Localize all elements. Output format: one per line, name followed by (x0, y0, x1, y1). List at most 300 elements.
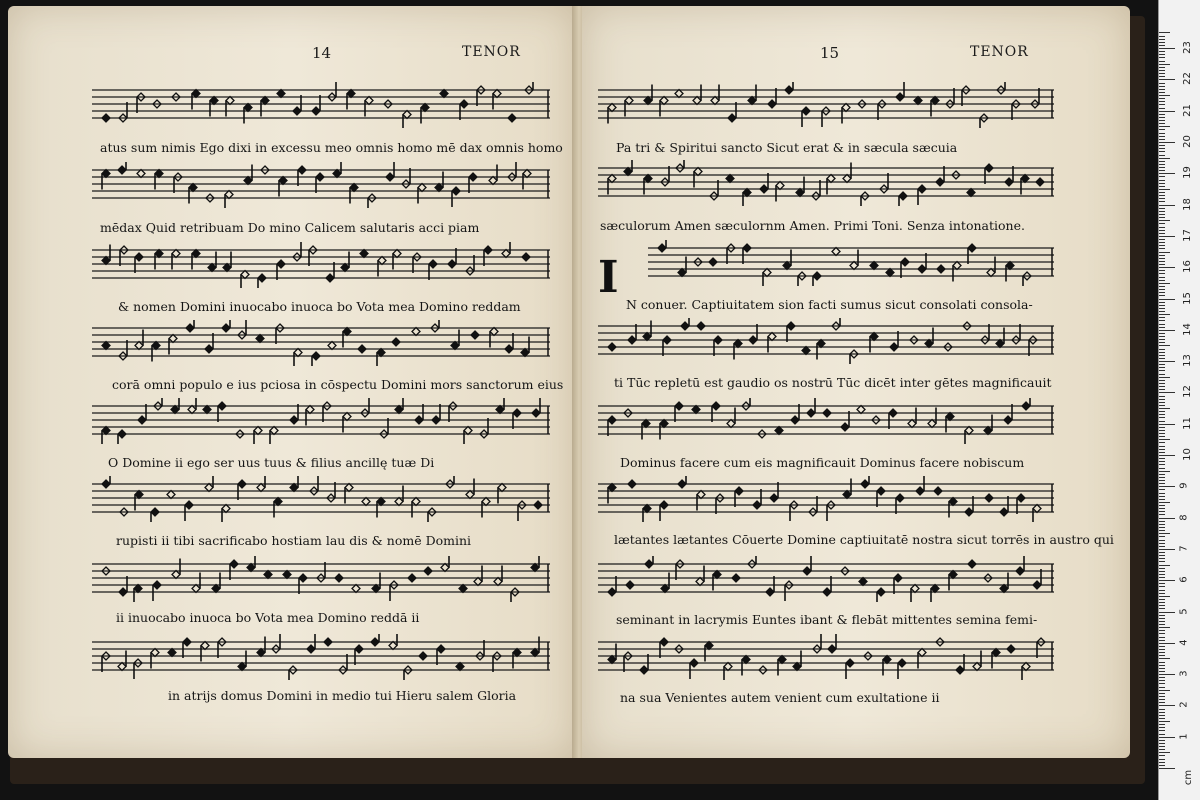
lyric-line: ii inuocabo inuoca bo Vota mea Domino reddā ii (116, 610, 420, 625)
note-head (152, 342, 160, 350)
ruler-tick (1159, 624, 1165, 625)
note-head (870, 333, 878, 341)
ruler-tick (1159, 608, 1165, 609)
ruler-tick (1159, 186, 1165, 187)
ruler-tick (1159, 317, 1165, 318)
note-head (523, 170, 531, 178)
ruler-tick (1159, 474, 1165, 475)
ruler-tick (1159, 261, 1165, 262)
note-head (861, 480, 869, 488)
ruler-tick (1159, 280, 1165, 281)
ruler-tick (1159, 580, 1175, 581)
ruler-tick (1159, 721, 1170, 722)
note-head (244, 177, 252, 185)
note-head (996, 340, 1004, 348)
ruler-tick (1159, 45, 1165, 46)
note-head (138, 416, 146, 424)
note-head (760, 185, 768, 193)
note-head (362, 498, 370, 506)
note-head (135, 342, 143, 350)
note-head (119, 588, 127, 596)
ruler-unit-label: cm (1183, 769, 1195, 786)
ruler-tick (1159, 289, 1165, 290)
music-staff (92, 242, 550, 288)
music-staff (598, 634, 1054, 680)
ruler-label: 16 (1181, 260, 1193, 274)
ruler-label: 2 (1178, 701, 1190, 709)
note-head (813, 272, 821, 280)
ruler-label: 17 (1181, 229, 1193, 242)
ruler-tick (1159, 92, 1165, 93)
ruler-tick (1159, 665, 1165, 666)
note-head (711, 97, 719, 105)
note-head (918, 265, 926, 273)
ruler-tick (1159, 51, 1165, 52)
ruler-tick (1159, 430, 1165, 431)
note-head (508, 114, 516, 122)
decorated-initial: I (598, 252, 619, 303)
ruler-tick (1159, 70, 1165, 71)
ruler-tick (1159, 392, 1175, 393)
note-head (294, 349, 302, 357)
note-head (188, 406, 196, 414)
lyric-line: ti Tūc repletū est gaudio os nostrū Tūc dicēt inter gētes magnificauit (614, 375, 1052, 390)
lyric-line: in atrijs domus Domini in medio tui Hieru salem Gloria (168, 688, 517, 703)
note-head (185, 501, 193, 509)
note-head (1016, 567, 1024, 575)
note-head (628, 336, 636, 344)
note-head (298, 166, 306, 174)
ruler-tick (1159, 574, 1165, 575)
ruler-tick (1159, 330, 1175, 331)
note-head (965, 508, 973, 516)
ruler-tick (1159, 680, 1165, 681)
ruler-tick (1159, 54, 1165, 55)
ruler-tick (1159, 123, 1165, 124)
ruler-label: 21 (1181, 103, 1193, 117)
note-head (1000, 508, 1008, 516)
note-head (306, 406, 314, 414)
ruler-label: 22 (1181, 72, 1193, 86)
note-head (324, 638, 332, 646)
note-head (389, 642, 397, 650)
note-head (395, 498, 403, 506)
note-head (254, 427, 262, 435)
ruler-tick (1159, 308, 1165, 309)
ruler-tick (1159, 286, 1165, 287)
note-head (768, 100, 776, 108)
ruler-tick (1159, 220, 1170, 221)
ruler-tick (1159, 324, 1165, 325)
ruler-tick (1159, 114, 1165, 115)
ruler-tick (1159, 552, 1165, 553)
ruler-tick (1159, 502, 1170, 503)
ruler-tick (1159, 101, 1165, 102)
note-head (802, 347, 810, 355)
note-head (936, 178, 944, 186)
ruler-tick (1159, 327, 1165, 328)
note-head (358, 345, 366, 353)
note-head (984, 427, 992, 435)
note-head (489, 177, 497, 185)
note-head (898, 659, 906, 667)
note-head (293, 107, 301, 115)
note-head (513, 409, 521, 417)
ruler-tick (1159, 671, 1165, 672)
ruler-tick (1159, 164, 1165, 165)
note-head (222, 324, 230, 332)
note-head (678, 269, 686, 277)
ruler-tick (1159, 295, 1165, 296)
ruler-tick (1159, 227, 1165, 228)
note-head (258, 274, 266, 282)
note-head (257, 649, 265, 657)
ruler-tick (1159, 514, 1165, 515)
note-head (934, 487, 942, 495)
ruler-tick (1159, 189, 1170, 190)
ruler-tick (1159, 477, 1165, 478)
note-head (692, 406, 700, 414)
note-head (916, 487, 924, 495)
note-head (341, 264, 349, 272)
note-head (1007, 645, 1015, 653)
ruler-tick (1159, 602, 1165, 603)
ruler-tick (1159, 145, 1165, 146)
note-head (870, 262, 878, 270)
note-head (776, 182, 784, 190)
ruler-tick (1159, 42, 1165, 43)
ruler-tick (1159, 352, 1165, 353)
ruler-tick (1159, 258, 1165, 259)
ruler-tick (1159, 690, 1170, 691)
note-head (608, 175, 616, 183)
note-head (643, 505, 651, 513)
ruler-tick (1159, 471, 1170, 472)
ruler-tick (1159, 499, 1165, 500)
note-head (724, 663, 732, 671)
ruler-tick (1159, 637, 1165, 638)
ruler-tick (1159, 583, 1165, 584)
ruler-tick (1159, 768, 1175, 769)
ruler-tick (1159, 201, 1165, 202)
ruler-tick (1159, 524, 1165, 525)
ruler-tick (1159, 505, 1165, 506)
ruler-tick (1159, 73, 1165, 74)
ruler-tick (1159, 646, 1165, 647)
note-head (1022, 663, 1030, 671)
note-head (172, 250, 180, 258)
ruler-tick (1159, 239, 1165, 240)
note-head (238, 480, 246, 488)
music-staff (598, 82, 1054, 128)
note-head (660, 501, 668, 509)
ruler-tick (1159, 458, 1165, 459)
ruler-tick (1159, 405, 1165, 406)
ruler-tick (1159, 605, 1165, 606)
note-head (418, 184, 426, 192)
ruler-tick (1159, 421, 1165, 422)
ruler-tick (1159, 712, 1165, 713)
note-head (985, 494, 993, 502)
ruler-tick (1159, 561, 1165, 562)
note-head (137, 170, 145, 178)
note-head (787, 322, 795, 330)
note-head (967, 189, 975, 197)
music-staff (598, 318, 1054, 364)
ruler-tick (1159, 161, 1165, 162)
note-head (694, 168, 702, 176)
note-head (968, 560, 976, 568)
note-head (918, 649, 926, 657)
ruler-tick (1159, 630, 1165, 631)
ruler-label: 13 (1181, 354, 1193, 367)
ruler-tick (1159, 230, 1165, 231)
note-head (378, 257, 386, 265)
ruler-label: 12 (1181, 385, 1193, 399)
ruler-label: 7 (1178, 545, 1190, 552)
note-head (459, 585, 467, 593)
note-head (857, 406, 865, 414)
ruler-tick (1159, 549, 1175, 550)
ruler-tick (1159, 452, 1165, 453)
ruler-tick (1159, 424, 1175, 425)
note-head (775, 427, 783, 435)
note-head (532, 409, 540, 417)
ruler-tick (1159, 386, 1165, 387)
ruler-tick (1159, 374, 1165, 375)
lyric-line: lætantes lætantes Cōuerte Domine captiuitatē nostra sicut torrēs in austro qui (614, 532, 1114, 547)
ruler-tick (1159, 461, 1165, 462)
ruler-tick (1159, 370, 1165, 371)
ruler-tick (1159, 233, 1165, 234)
note-head (277, 260, 285, 268)
note-head (290, 484, 298, 492)
note-head (985, 164, 993, 172)
ruler-tick (1159, 242, 1165, 243)
ruler-tick (1159, 439, 1170, 440)
ruler-tick (1159, 95, 1170, 96)
right-page-number: 15 (820, 44, 840, 62)
lyric-line: na sua Venientes autem venient cum exultatione ii (620, 690, 940, 705)
music-staff (92, 556, 550, 602)
ruler-tick (1159, 590, 1165, 591)
ruler-tick (1159, 64, 1170, 65)
note-head (432, 416, 440, 424)
note-head (135, 253, 143, 261)
ruler-tick (1159, 649, 1165, 650)
note-head (953, 262, 961, 270)
note-head (343, 413, 351, 421)
ruler-tick (1159, 302, 1165, 303)
ruler-tick (1159, 311, 1165, 312)
note-head (693, 97, 701, 105)
ruler-tick (1159, 336, 1165, 337)
ruler-tick (1159, 446, 1165, 447)
left-page-number: 14 (312, 44, 332, 62)
note-head (643, 333, 651, 341)
note-head (345, 484, 353, 492)
note-head (205, 345, 213, 353)
note-head (850, 262, 858, 270)
note-head (896, 494, 904, 502)
lyric-line: N conuer. Captiuitatem sion facti sumus sicut consolati consola- (626, 297, 1033, 312)
lyric-line: & nomen Domini inuocabo inuoca bo Vota mea Domino reddam (118, 299, 521, 314)
ruler-tick (1159, 155, 1165, 156)
note-head (118, 430, 126, 438)
note-head (225, 191, 233, 199)
note-head (645, 560, 653, 568)
note-head (134, 585, 142, 593)
ruler-label: 6 (1178, 576, 1190, 583)
note-head (992, 649, 1000, 657)
note-head (675, 402, 683, 410)
note-head (372, 585, 380, 593)
ruler-tick (1159, 677, 1165, 678)
note-head (608, 656, 616, 664)
lyric-line: corā omni populo e ius pciosa in cōspectu Domini mors sanctorum eius (112, 377, 564, 392)
measurement-ruler (1158, 0, 1200, 800)
note-head (766, 588, 774, 596)
note-head (1004, 416, 1012, 424)
note-head (827, 175, 835, 183)
note-head (1036, 178, 1044, 186)
note-head (335, 574, 343, 582)
note-head (415, 416, 423, 424)
ruler-tick (1159, 737, 1175, 738)
note-head (169, 335, 177, 343)
note-head (421, 104, 429, 112)
note-head (742, 656, 750, 664)
note-head (931, 585, 939, 593)
note-head (968, 244, 976, 252)
ruler-tick (1159, 655, 1165, 656)
ruler-tick (1159, 192, 1165, 193)
ruler-tick (1159, 358, 1165, 359)
music-staff (92, 634, 550, 680)
ruler-tick (1159, 48, 1175, 49)
note-head (429, 260, 437, 268)
lyric-line: Pa tri & Spiritui sancto Sicut erat & in sæcula sæcuia (616, 140, 958, 155)
ruler-tick (1159, 536, 1165, 537)
ruler-label: 5 (1178, 607, 1190, 615)
note-head (534, 501, 542, 509)
note-head (355, 645, 363, 653)
ruler-tick (1159, 267, 1175, 268)
ruler-tick (1159, 752, 1170, 753)
ruler-tick (1159, 683, 1165, 684)
ruler-tick (1159, 67, 1165, 68)
note-head (705, 642, 713, 650)
ruler-tick (1159, 217, 1165, 218)
ruler-tick (1159, 389, 1165, 390)
note-head (624, 168, 632, 176)
note-head (918, 185, 926, 193)
note-head (151, 508, 159, 516)
ruler-tick (1159, 586, 1165, 587)
music-staff (92, 82, 550, 128)
note-head (471, 331, 479, 339)
ruler-tick (1159, 687, 1165, 688)
note-head (118, 166, 126, 174)
note-head (859, 578, 867, 586)
ruler-tick (1159, 61, 1165, 62)
ruler-tick (1159, 640, 1165, 641)
ruler-tick (1159, 436, 1165, 437)
ruler-tick (1159, 277, 1165, 278)
ruler-tick (1159, 433, 1165, 434)
music-staff (92, 162, 550, 208)
note-head (210, 97, 218, 105)
note-head (663, 336, 671, 344)
note-head (896, 93, 904, 101)
ruler-tick (1159, 383, 1165, 384)
ruler-tick (1159, 136, 1165, 137)
ruler-tick (1159, 596, 1170, 597)
note-head (256, 335, 264, 343)
music-staff (598, 398, 1054, 444)
note-head (270, 427, 278, 435)
note-head (395, 406, 403, 414)
ruler-tick (1159, 674, 1175, 675)
note-head (877, 487, 885, 495)
note-head (877, 588, 885, 596)
note-head (973, 663, 981, 671)
note-head (965, 427, 973, 435)
note-head (956, 666, 964, 674)
note-head (365, 97, 373, 105)
ruler-tick (1159, 57, 1165, 58)
ruler-tick (1159, 464, 1165, 465)
note-head (931, 97, 939, 105)
note-head (661, 585, 669, 593)
music-staff (648, 240, 1054, 286)
note-head (424, 567, 432, 575)
note-head (785, 86, 793, 94)
note-head (102, 342, 110, 350)
music-staff (92, 398, 550, 444)
ruler-tick (1159, 364, 1165, 365)
note-head (247, 564, 255, 572)
ruler-tick (1159, 270, 1165, 271)
note-head (1033, 505, 1041, 513)
note-head (1022, 402, 1030, 410)
note-head (732, 574, 740, 582)
ruler-tick (1159, 86, 1165, 87)
note-head (212, 585, 220, 593)
ruler-label: 10 (1181, 448, 1193, 461)
ruler-tick (1159, 205, 1175, 206)
note-head (894, 574, 902, 582)
ruler-tick (1159, 292, 1165, 293)
ruler-tick (1159, 133, 1165, 134)
ruler-tick (1159, 496, 1165, 497)
ruler-tick (1159, 765, 1165, 766)
ruler-tick (1159, 345, 1170, 346)
note-head (1033, 581, 1041, 589)
note-head (448, 260, 456, 268)
note-head (360, 250, 368, 258)
ruler-tick (1159, 709, 1165, 710)
lyric-line: mēdax Quid retribuam Do mino Calicem salutaris acci piam (100, 220, 480, 235)
ruler-tick (1159, 111, 1175, 112)
ruler-tick (1159, 399, 1165, 400)
ruler-tick (1159, 151, 1165, 152)
ruler-tick (1159, 511, 1165, 512)
note-head (608, 104, 616, 112)
note-head (264, 571, 272, 579)
ruler-tick (1159, 104, 1165, 105)
left-voice-label: TENOR (462, 44, 521, 60)
